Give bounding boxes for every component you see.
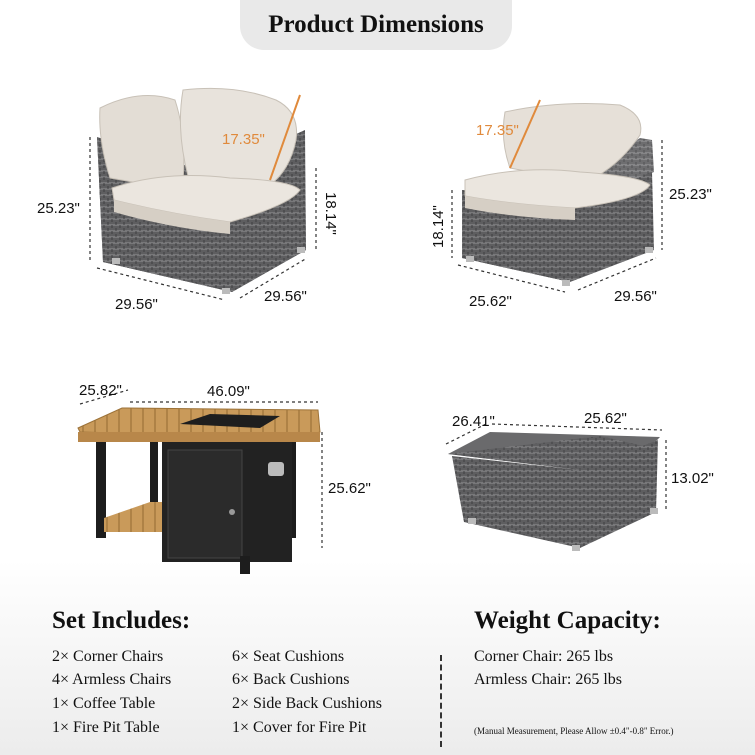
set-includes-item: 1× Fire Pit Table	[52, 719, 160, 736]
corner-chair-total-height: 25.23"	[37, 200, 80, 217]
armless-chair-back-height: 17.35"	[476, 122, 519, 139]
fire-pit-table-depth: 25.82"	[79, 382, 122, 399]
armless-chair-seat-height: 18.14"	[430, 205, 447, 248]
set-includes-item: 2× Side Back Cushions	[232, 695, 382, 712]
set-includes-item: 1× Coffee Table	[52, 695, 156, 712]
set-includes-item: 4× Armless Chairs	[52, 671, 172, 688]
armless-chair-total-height: 25.23"	[669, 186, 712, 203]
set-includes-item: 6× Back Cushions	[232, 671, 350, 688]
armless-chair-width: 25.62"	[469, 293, 512, 310]
measurement-note: (Manual Measurement, Please Allow ±0.4"-0.8" Error.)	[474, 726, 674, 736]
coffee-table-depth: 26.41"	[452, 413, 495, 430]
set-includes-item: 1× Cover for Fire Pit	[232, 719, 367, 736]
fire-pit-table-image	[78, 390, 322, 574]
armless-chair-depth: 29.56"	[614, 288, 657, 305]
corner-chair-image	[90, 88, 316, 300]
coffee-table-height: 13.02"	[671, 470, 714, 487]
corner-chair-width-left: 29.56"	[115, 296, 158, 313]
set-includes-heading: Set Includes:	[52, 607, 191, 634]
fire-pit-table-height: 25.62"	[328, 480, 371, 497]
set-includes-item: 6× Seat Cushions	[232, 648, 345, 665]
page-title: Product Dimensions	[240, 0, 512, 50]
fire-pit-table-length: 46.09"	[207, 383, 250, 400]
section-divider	[440, 655, 442, 747]
weight-capacity-line: Armless Chair: 265 lbs	[474, 671, 622, 688]
weight-capacity-heading: Weight Capacity:	[474, 607, 661, 634]
corner-chair-seat-height: 18.14"	[322, 192, 339, 235]
coffee-table-length: 25.62"	[584, 410, 627, 427]
corner-chair-width-right: 29.56"	[264, 288, 307, 305]
set-includes-item: 2× Corner Chairs	[52, 648, 164, 665]
weight-capacity-line: Corner Chair: 265 lbs	[474, 648, 614, 665]
corner-chair-back-height: 17.35"	[222, 131, 265, 148]
coffee-table-image	[446, 424, 666, 551]
